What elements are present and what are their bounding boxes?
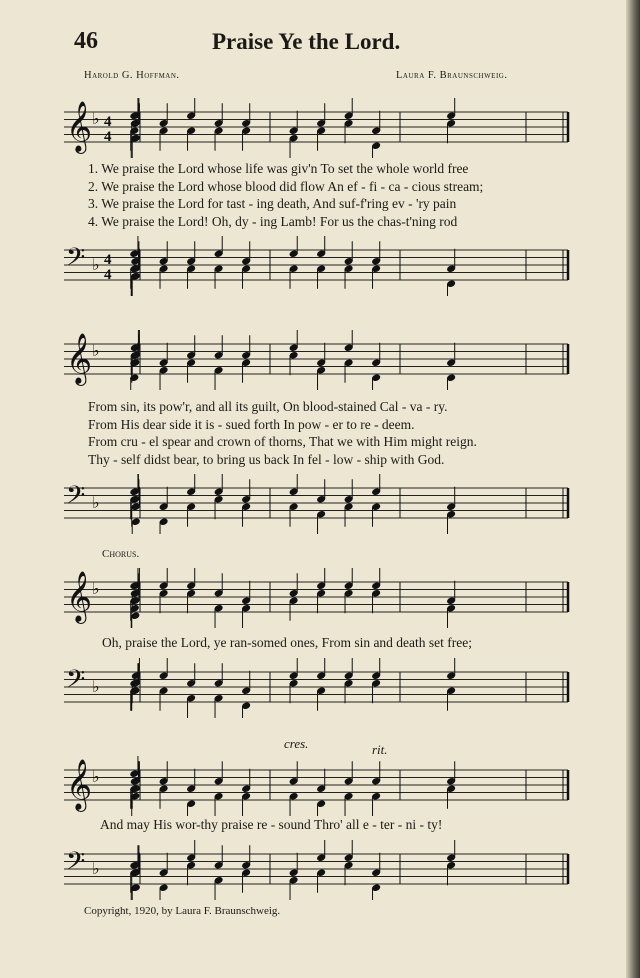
key-signature-flat: ♭ (92, 859, 100, 878)
time-sig-top: 4 (104, 252, 112, 268)
cres-mark: cres. (284, 736, 309, 751)
verse-2-line-a: 2. We praise the Lord whose blood did flow An ef - fi - ca - cious stream; (88, 178, 484, 194)
verse-2-line-b: From His dear side it is - sued forth In pow - er to re - deem. (88, 416, 415, 432)
bass-clef: 𝄢 (66, 847, 86, 882)
key-signature-flat: ♭ (92, 767, 100, 786)
chorus-line-2: And may His wor-thy praise re - sound Thro' all e - ter - ni - ty! (100, 817, 443, 832)
time-sig-bottom: 4 (104, 267, 112, 283)
chorus-lyrics-2 (88, 816, 578, 834)
bass-staff-chorus-2 (60, 840, 572, 900)
verse-3-line-b: From cru - el spear and crown of thorns, That we with Him might reign. (88, 434, 477, 449)
key-signature-flat: ♭ (92, 341, 100, 360)
bass-staff-chorus-1 (60, 658, 572, 718)
verses-part-1 (88, 160, 578, 230)
treble-clef: 𝄞 (66, 759, 93, 810)
bass-staff-system-1 (60, 236, 572, 296)
bass-clef: 𝄢 (66, 481, 86, 516)
key-signature-flat: ♭ (92, 109, 100, 128)
verse-4-line-a: 4. We praise the Lord! Oh, dy - ing Lamb! For us the chas-t'ning rod (88, 213, 458, 229)
hymn-number: 46 (74, 28, 98, 54)
treble-staff-chorus-2 (60, 756, 572, 816)
time-sig-top: 4 (104, 114, 112, 130)
composer-credit: Laura F. Braunschweig. (396, 70, 508, 81)
treble-staff-system-1 (60, 98, 572, 158)
verses-part-2 (88, 398, 578, 468)
copyright-notice: Copyright, 1920, by Laura F. Braunschweig. (84, 905, 281, 917)
time-sig-bottom: 4 (104, 129, 112, 145)
chorus-label: Chorus. (102, 548, 140, 560)
key-signature-flat: ♭ (92, 255, 100, 274)
treble-clef: 𝄞 (66, 571, 93, 622)
treble-clef: 𝄞 (66, 101, 93, 152)
key-signature-flat: ♭ (92, 677, 100, 696)
bass-clef: 𝄢 (66, 665, 86, 700)
rit-mark: rit. (372, 742, 388, 757)
verse-1-line-b: From sin, its pow'r, and all its guilt, On blood-stained Cal - va - ry. (88, 399, 448, 414)
book-spine (626, 0, 640, 978)
key-signature-flat: ♭ (92, 579, 100, 598)
verse-4-line-b: Thy - self didst bear, to bring us back In fel - low - ship with God. (88, 451, 445, 467)
chorus-line-1: Oh, praise the Lord, ye ran-somed ones, From sin and death set free; (102, 635, 473, 650)
author-credit: Harold G. Hoffman. (84, 70, 180, 81)
verse-1-line-a: 1. We praise the Lord whose life was giv'n To set the whole world free (88, 161, 469, 176)
chorus-lyrics-1 (88, 634, 578, 652)
bass-staff-system-2 (60, 474, 572, 534)
treble-clef: 𝄞 (66, 333, 93, 384)
key-signature-flat: ♭ (92, 493, 100, 512)
hymn-title: Praise Ye the Lord. (212, 29, 401, 54)
bass-clef: 𝄢 (66, 243, 86, 278)
verse-3-line-a: 3. We praise the Lord for tast - ing death, And suf-f'ring ev - 'ry pain (88, 196, 457, 211)
treble-staff-system-2 (60, 330, 572, 390)
treble-staff-chorus-1 (60, 568, 572, 628)
